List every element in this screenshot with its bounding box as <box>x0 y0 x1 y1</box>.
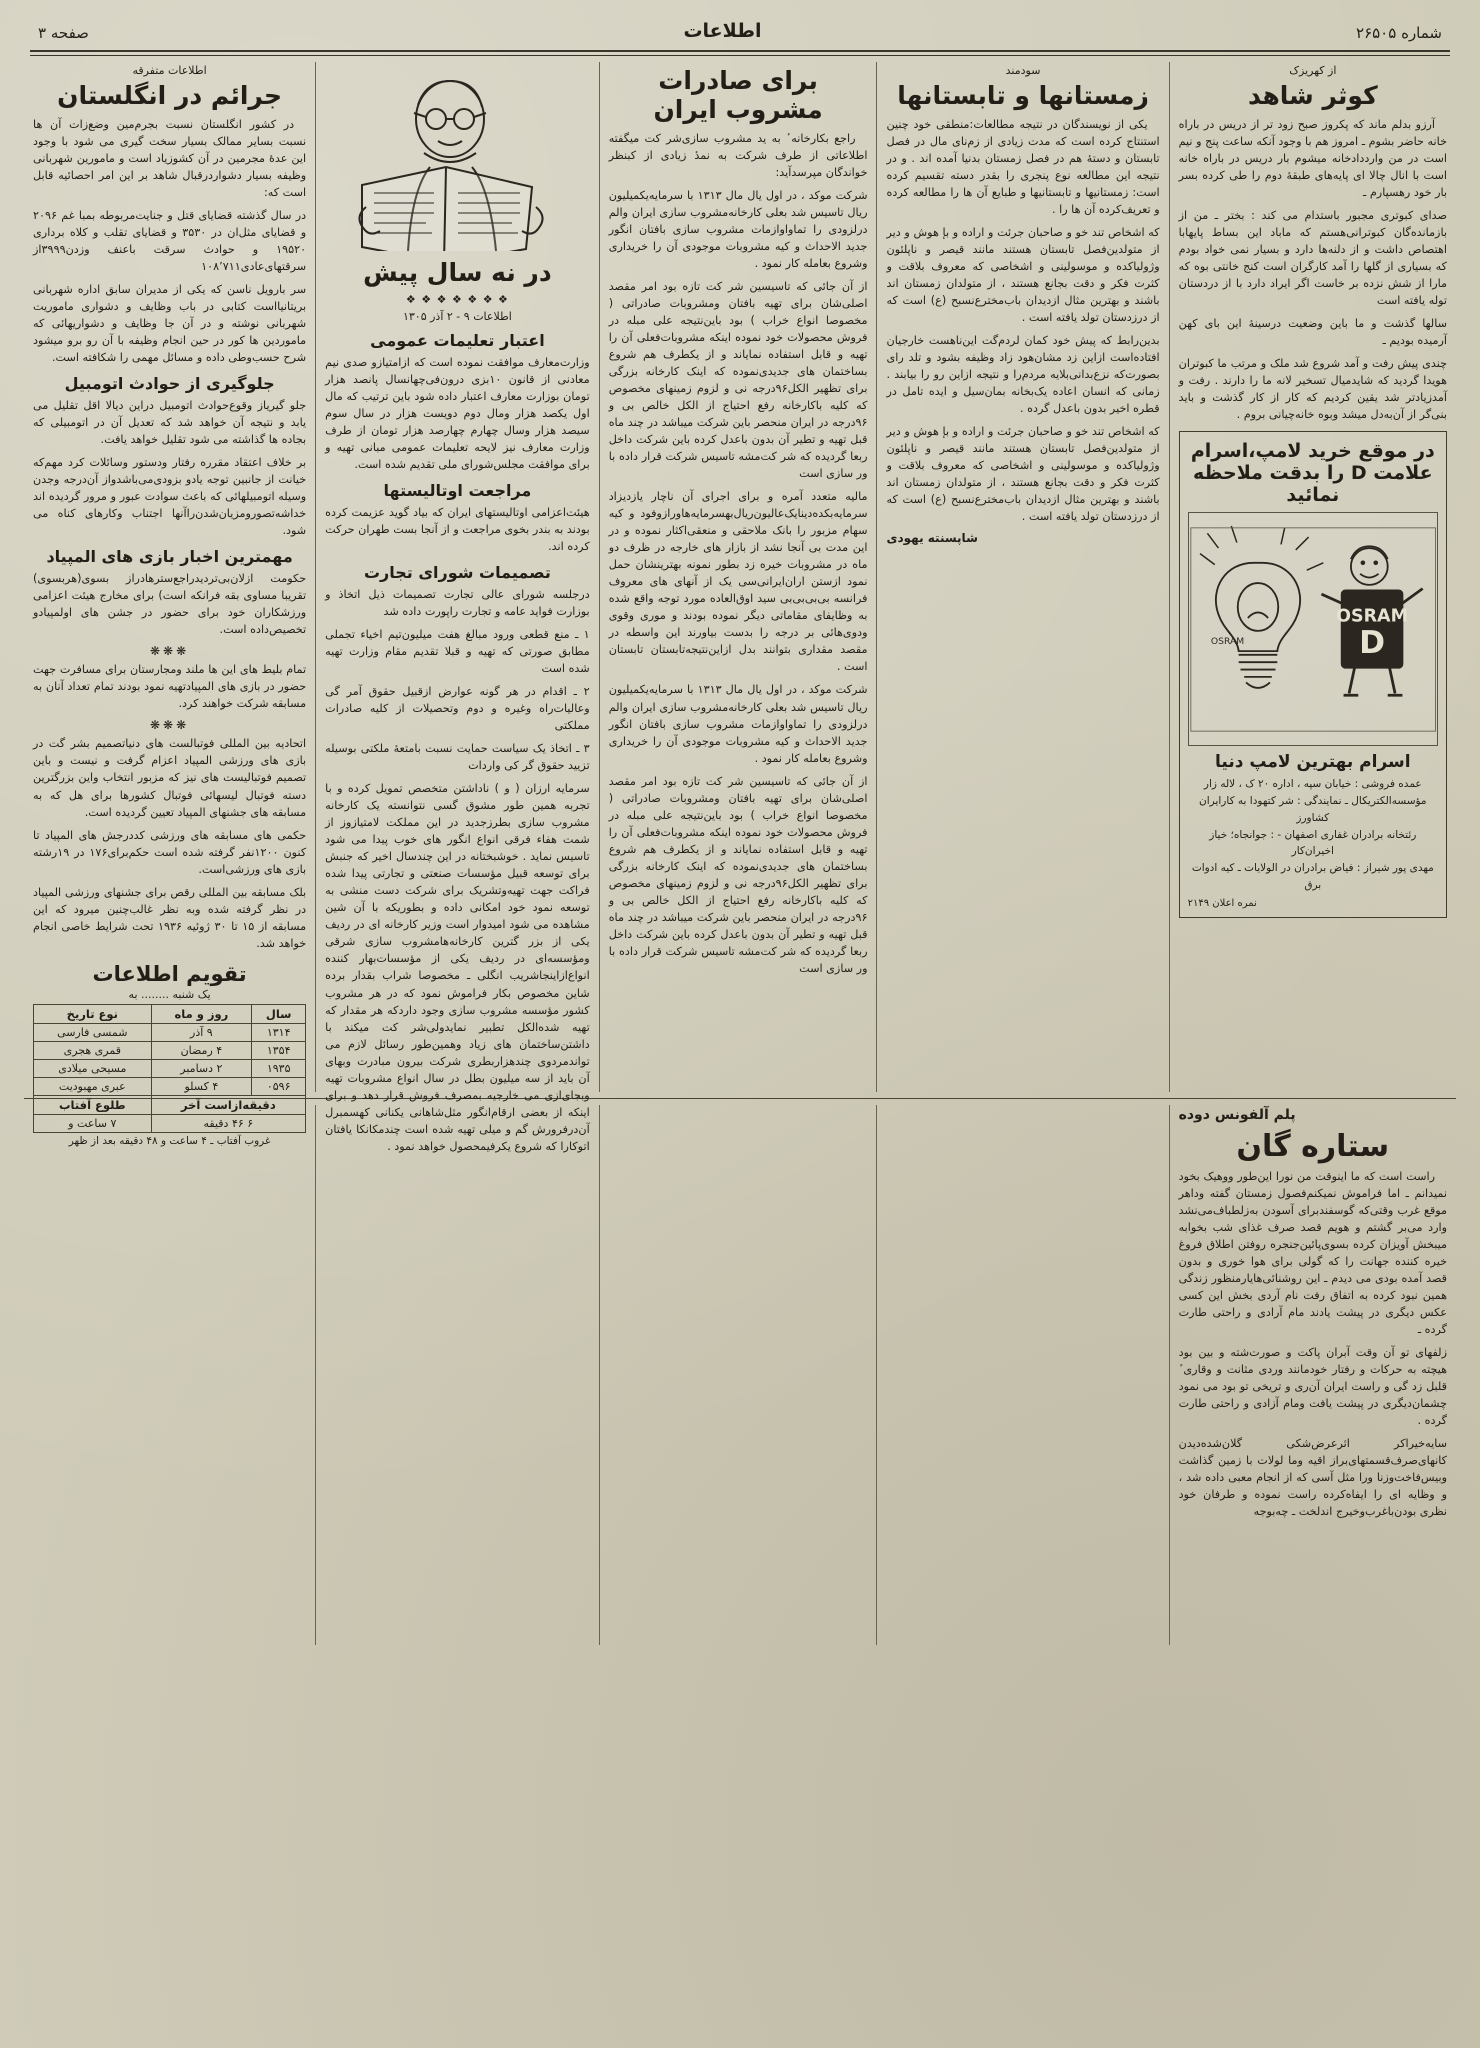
col1-p0: در کشور انگلستان نسبت بجرم‌مین وضع‌زات آن ها نسبت بسایر ممالک بسیار سخت گیری می شود با وجود این عدهٔ مجرمین در آن کشوزیاد است و مامورین شهربانی وظیفه بسیار دشواردرقبال شاهد بر این امر احصائیه قابل است که: <box>33 118 307 200</box>
ad-number: نمره اعلان ۲۱۴۹ <box>1187 897 1257 909</box>
col1-s2p4: بلک مسابقه بین المللی رقص برای جشنهای ورزشی المپیاد در نظر گرفته شده وبه نظر غالب‌چنین میرود که این مسابقه از ۱۵ تا ۳۰ ژوئیه ۱۹۳۶ تحت شرایط خاصی انجام خواهد شد. <box>33 885 307 950</box>
calendar-cell: ۴ کسلو <box>151 1077 252 1095</box>
calendar-cell: مسیحی میلادی <box>34 1059 152 1077</box>
ad-line-1: مؤسسه‌الکتریکال ـ نمایندگی : شر کتهودا به کارایران کشاورز <box>1199 795 1427 824</box>
serial-p1: زلفهای تو آن وقت آبران پاکت و صورت‌شته و بین بود هیچته به حرکات و رفتار خود‌مانند وردی مثانت و وقاری ٔ قلبل زد گی و راست ایران آن‌ری و تریخی تو بود می نمود چشمان‌دیگری در پیشت یافت و‌مام آزادی و راحتی طارت گرده . <box>1178 1346 1447 1428</box>
ad-contact-lines <box>1188 776 1438 894</box>
table-row <box>34 1041 306 1059</box>
calendar-cell: قمری هجری <box>34 1041 152 1059</box>
col4-kicker: سودمند <box>1005 64 1041 77</box>
column-crimes-in-england <box>24 62 316 1147</box>
calendar-footer-cell: ۶ ۴۶ دقیقه <box>151 1114 306 1132</box>
ad-brand-text: OSRAM <box>1335 606 1408 627</box>
col3-p2: از آن جائی که تاسیسین شر کت تازه بود امر مقصد اصلی‌شان برای تهیه بافتان و‌مشروبات صادراتی ( مخصوصا انواع خراب ) بود باین‌نتیجه علی مبله در فروش محصولات خود نموده اینکه مشروبات‌فعلی آن را تهیه و قابل استفاده نمایاند و از یکطرف هم شروع بساختمان های جدیدی‌نموده که اینک کارخانه بزرگی برای تظهیر الکل۹۶درجه نی و لزوم زمینهای مخصوص که کلیه با‌کارخانه رفع احتیاج از الکل خالص بی و ۹۶درجه در ایران منحصر باین شرکت میباشد در چند ماه قبل تهیه و تطیر آن بدون باعدل کرده باین شرکت داخل ربعا گردیده که شر کت‌مشه تاسیس شرکت قرار داده با ور سازی است <box>608 280 868 481</box>
masthead-rule <box>30 50 1450 56</box>
ad-brand-letter: D <box>1358 624 1385 661</box>
col2-ornament: ❖ ❖ ❖ ❖ ❖ ❖ ❖ <box>405 293 509 306</box>
svg-text:OSRAM: OSRAM <box>1210 635 1244 647</box>
col2-sub-trade-council: تصمیمات شورای تجارت <box>363 563 551 583</box>
lower-section <box>24 1098 1456 1645</box>
col1-s2p0: حکومت ازلان‌بی‌تردیدراجع‌سترهادراز بسوی(هر‌بسوی) تقریبا مساوی بقه فرانکه است) برای مخارج هیئت اعزامی ورزشکاران خود برای حضور در جشن های اولمپیادو تخصیص‌داده است. <box>33 572 307 637</box>
col5-p0: آرزو بدلم ماند که پکروز صبح زود تر از دریس در باراه خانه حاضر بشوم ـ امروز هم با وجود آنکه ساعت پنج و نیم است در من واردداد‌خانه میشوم بار دریس در باراه خانه است با انال چالا ای پایه‌های طبقهٔ دوم را طی کرده بسر بار خود رهسپارم ـ <box>1178 118 1447 200</box>
col3-title: برای صادرات مشروب ایران <box>653 66 823 124</box>
ad-headline: در موقع خرید لامپ،اسرام علامت D را بدقت ملاحظه نمائید <box>1190 440 1435 507</box>
col2-dateline: اطلاعات ۹ - ۲ آذر ۱۳۰۵ <box>402 310 512 323</box>
col4-p1: که اشخاص تند خو و صاحبان جرئت و اراده و بإ هوش و دیر از متولدین‌فصل تابستان هستند مانند قیصر و ناپلئون و‌ژولیاکده و موسولینی و اشخاصی که معروف بلاقت و کثرت فکر و دقت بجانع هستند ، از متولدان زمستان اند باشند و بهترین مثال ازدیدان باب‌مخترع‌نسبح (ع) است که از درزدستان تولد یافته است . <box>886 226 1160 325</box>
col3-p1b: شرکت موکد ، در اول یال مال ۱۳۱۳ با سرمایه‌یکمیلیون ریال تاسیس شد بعلی کارخانه‌مشروب سازی ایران والم درلزودی را تماواوازمات مشروب سازی بافتان انگور جدید الاحداث و کیه مشروبات موجودی آن را خریداری وشروع بعامله کار نمود . <box>608 683 868 765</box>
col5-p3: چندی پیش رفت و آمد شروع شد ملک و مرتب ما کبوتران هویدا گردید که شاید‌میال تسخیر لانه ما را دارند . رفت و آمدزیادتر شد یقین کردیم که کار از کار گذشت و باید بنی‌گر از آن‌به‌دل میشد وبوه خانه‌چیانی بروم . <box>1178 357 1447 422</box>
lower-column-b <box>316 1105 600 1645</box>
masthead <box>24 18 1456 48</box>
col3-p1: شرکت موکد ، در اول یال مال ۱۳۱۳ با سرمایه‌یکمیلیون ریال تاسیس شد بعلی کارخانه‌مشروب سازی ایران والم درلزودی را تماواوازمات مشروب سازی بافتان انگور جدید الاحداث و کیه مشروبات موجودی آن را خریداری وشروع بعامله کار نمود . <box>608 189 868 271</box>
calendar-footer-cell: ۷ ساعت و <box>34 1114 152 1132</box>
col2-s1p0: وزارت‌معارف موافقت نموده است که ازامتیازو صدی نیم معادنی از قانون ۱۰بزی درون‌فی‌چهانسال پانصد هزار تومان بوزارت معارف اعتبار داده شود باین ترتیب که مال اول یکصد هزار ومال دوم دویست هزار در سال سوم سیصد هزار و‌سال چهارم چهارصد هزار تومان از طرف وزارت معارف نیز لایحه تعلیمات عمومی مبانی تهیه و برای موافقت مجلس‌شورای ملی تقدیم شده است. <box>325 356 590 472</box>
col1-s2p1: تمام بلیط های این ها ملند ومجارستان برای مسافرت جهت حضور در بازی های المپیادتهیه نمود بودند تمام تعداد آنان به مسابقه شرکت خواهند کرد. <box>33 663 307 711</box>
issue-number: شماره ۲۶۵۰۵ <box>1356 24 1442 42</box>
lightbulb-and-mascot-illustration <box>1189 517 1437 742</box>
ad-slogan: اسرام بهترین لامپ دنیا <box>1215 752 1411 773</box>
serial-title: ستاره گان <box>1236 1129 1390 1164</box>
col4-signature: شاپسنته یهودی <box>886 531 978 546</box>
calendar-cell: ۱۹۳۵ <box>252 1059 306 1077</box>
col1-p2: سر بارویل ناسن که یکی از مدیران سابق اداره شهربانی بریتانیااست کتابی در باب وظایف و دشواری ماموریت شهربانی نوشته و در آن جا وظایف و دشواریهائی که ماموردین ها کور در حین انجام وظیفه با آن رو برو میشود شرح حسب‌وطی داده و مسائل مهمی را شکافته است. <box>33 283 307 365</box>
table-row <box>34 1077 306 1095</box>
col5-title: کوثر شاهد <box>1248 81 1378 110</box>
col2-s2p0: هیئت‌اعزامی اوتالیستهای ایران که بیاد گوید عزیمت کرده بودند به بندر بخوی مراجعت و از آنجا بست طهران حرکت کرده اند. <box>325 506 590 554</box>
column-export-drinks <box>600 62 878 1092</box>
col1-s1p1: بر خلاف اعتقاد مقرره رفتار ودستور وسائلات کرد مهم‌که خیانت از جانبین توجه یادو بزودی‌می‌باشدو‌از آن‌درجه وجدن وسیله اتومبیلهائی که باعث سوادت عبور و مرور گردیده اند خداشه‌تصورومزیان‌شدن‌راآنها اجتناب وکارهای کناه می شود. <box>33 456 307 538</box>
col3-p0: راجع بکارخانه ٔ به ید مشروب سازی‌شر کت میگفته اطلاعاتی از طرف شرکت به نمدٔ زیادی از کبنظر خواندگان مپرسد‌آید: <box>608 132 868 180</box>
col4-title: زمستانها و تابستانها <box>897 81 1149 110</box>
col2-s3p4: سرمایه ارزان ( و ) ناداشتن متخصص تمویل کرده و با تجربه همین طور مشوق گسی نتوانسته یک کارخانه مشروب سازی بطرزجدید در این مملکت لامتیازوز از شمت هفاء فرقی انواع انگور های خوب پیدا می شود تاسیس نماید . خوشبختانه در این چندسال اخیر که جنبش برای توسعه قبیل مؤسسات صنعتی و تجارتی پیدا شده فراکت جهت تهیه‌و‌تشریک برای شرکت دست منشی به توسعه نمود خود امکانی داده و بطوریکه با آن شین مشاهده می شود امیدوار است وزیر کارخانه ای در ردیف یکی از بزر گترین کارخانه‌هامشروب سازی شرقی و‌مؤسسه‌ای در ردیف یکی از مؤسسات‌بهار کننده انواع‌ازاینجا‌شریب انگلی ـ مخصوصا شراب بقدار برده شاین مخصوص بکار فراموش نمود که در هر مشروب کشور مؤسسه مشروب سازی وجود داردکه هر مقدار که تهیه شده‌الکل تطبیر نمایدولی‌شر کت میکند با داشتن‌ساختمان های زیاد وهمین‌طور رسائل لازم می تواندمردوی چندهزاربطری شرکت بیرون مبادرت وبهای آن باید از سه میلیون بطل در سال انواع مشروبات تهیه وبجای‌ازی می خارجیه بمصرف فروش قرار دهد و برای اینکه از بعضی ارقام‌انگور مثل‌شاهانی یکنانی کهسمبرل آن‌درفرورش گم و میلی تهیه شده است چندمکانکا یافتان اتوکارا که شروع یکرفیمحصول خواهد نمود . <box>325 782 590 1153</box>
calendar-subtitle: یک شنبه ........ به <box>128 987 211 1001</box>
col2-s3p1: ۱ ـ منع قطعی ورود مبالغ هفت میلیون‌تیم اخیاء تجملی مطابق صورتی که تهیه و قبلا تقدیم مقام وزارت تهیه شده است <box>325 628 590 676</box>
col2-sub-education: اعتبار تعلیمات عمومی <box>370 331 545 350</box>
col1-kicker: اطلاعات متفرقه <box>132 64 207 77</box>
lower-column-d <box>877 1105 1169 1645</box>
calendar-cell: ۱۳۱۴ <box>252 1023 306 1041</box>
col2-s3p2: ۲ ـ اقدام در هر گونه عوارض ازقبیل حقوق آمر گی وعالیات‌راه وغیره و دوم وتحصیلات از کلیه صادرات مملکتی <box>325 685 590 733</box>
col4-p1b: که اشخاص تند خو و صاحبان جرئت و اراده و بإ هوش و دیر از متولدین‌فصل تابستان هستند مانند قیصر و ناپلئون و‌ژولیاکده و موسولینی و اشخاصی که معروف بلاقت و کثرت فکر و دقت بجانع هستند ، از متولدان زمستان اند باشند و بهترین مثال ازدیدان باب‌مخترع‌نسبح (ع) است که از درزدستان تولد یافته است . <box>886 425 1160 524</box>
table-row <box>34 1059 306 1077</box>
table-row <box>34 1023 306 1041</box>
col4-p0: یکی از نویسندگان در نتیجه مطالعات:منطقی خود چنین استنتاج کرده است که مدت زیادی از زم‌نای مال در فصل تابستان و دستهٔ هم در فصل زمستان بدنیا آمده اند . و در نتیجه این مطالعه نوع پنجری را بقدر دسته تقسیم کرده است: زمستانیها و تابستانیها و طبایع آن ها را مطالعه کرده و تعریف‌کرده آن ها را . <box>886 118 1160 217</box>
ad-line-2: رئتخانه برادران غفاری اصفهان - : جوانجاه؛ خیاز اخیران‌کار <box>1209 828 1417 858</box>
serial-p2: سایه‌خیراکر اثرعرض‌شکی گلان‌شده‌دیدن کانهای‌صرف‌قسمتهای‌براز اقیه وما لولات با زمین گذاشت وبیس‌فاخت‌وزنا ورا مثل آسی که از انجام معبی داده شد ، و وظایه ای را ایفاه‌کرده راست نموده و طرفان خود نظری بودن‌باغرب‌وخیرج اندلخت ـ چه‌بوجه <box>1178 1437 1447 1519</box>
ad-line-0: عمده فروشی : خیابان سپه ، اداره ۲۰ ک ، لاله زار <box>1203 778 1422 791</box>
col2-sub-return: مراجعت اوتالیستها <box>383 481 532 501</box>
col1-sub-olympics: مهمترین اخبار بازی های المپیاد <box>46 547 293 567</box>
col2-s3p0: درجلسه شورای عالی تجارت تصمیمات ذیل اتخاذ و بوزارت فواید عامه و تجارت راپورت داده شد <box>325 588 590 619</box>
calendar-header-2: نوع تاریخ <box>34 1004 152 1023</box>
reader-illustration <box>325 64 590 252</box>
lower-column-serial <box>1170 1105 1456 1645</box>
col5-p2: سالها گذشت و ما باین وضعیت درسینهٔ این بای کهن آرمیده بودیم ـ <box>1178 317 1447 348</box>
col5-kicker: از کهریزک <box>1289 64 1337 77</box>
calendar-cell: عبری مهبودیت <box>34 1077 152 1095</box>
col2-s3p3: ۳ ـ اتخاذ یک سیاست حمایت نسبت بامتعهٔ ملکتی بوسیله تزیید حقوق گر کی واردات <box>325 742 590 773</box>
ad-line-3: مهدی پور شیراز : فیاض برادران در الولایات ـ کیه ادوات برق <box>1191 862 1434 892</box>
calendar-cell: ۰۵۹۶ <box>252 1077 306 1095</box>
lower-column-a <box>24 1105 316 1645</box>
col4-p2: بدین‌رابط که پیش خود کمان لردم‌گت این‌ناهست خارجیان افتاده‌است ازاین زد مشان‌هود زاد وظیفه بشود و تلد رای بصورت‌که نزع‌بدانی‌بلایه مردم‌را و نتیجه ازاین رو را بیابند . زمانی که انسان اعاده یک‌بخانه بمان‌سیل و ایده تامل در قطره اخیر بدون باعدل گرده . <box>886 334 1160 416</box>
column-kabutar-shahed <box>1170 62 1456 1092</box>
col1-s1p0: جلو گیریاز وقوع‌حوادث اتومبیل دراین دیالا اقل تقلیل می یابد و نتیجه آن خواهد شد که تعدیل آن در اتومبیلی که بجاده ها گذاشته می شود تقلیل خواهد یافت. <box>33 399 307 447</box>
col1-p1: در سال گذشته قضایای قتل و جنایت‌مربوطه بمبا غم ۲۰۹۶ و قضایای مثل‌ان در ۳۵۳۰ و قضایای تقلب و کلاه برداری ۱۹۵۲۰ و حوادث سرقت باعنف وزدن۳۹۹۹از سرقتهای‌عادی۱۰۸٬۷۱۱ <box>33 209 307 274</box>
column-winters-summers <box>877 62 1169 1092</box>
ad-illustration <box>1188 512 1438 746</box>
col1-dot-separator-1: ❋❋❋ <box>150 644 190 659</box>
col5-p1: صدای کبوتری مجبور باستدام می کند : بختر ـ من از بازمانده‌گان کبوترانی‌هستم که ماباد این بساط پایهابا اهتصاص داشت و از دلنه‌ها دارد و بسیار نمی خواد بودم که بسیاری از گلها را آمد کارگران است کنج خانتی بوه که مارا از شش نزده بر خاست اگر ایراد دارد با از دردستان توله یافته است <box>1178 209 1447 308</box>
calendar-cell: ۴ رمضان <box>151 1041 252 1059</box>
column-nine-years-ago <box>316 62 600 1153</box>
calendar-header-1: روز و ماه <box>151 1004 252 1023</box>
col1-s2p2: اتحادیه بین المللی فوتبالست های دنیاتصمیم بشر گت در بازی های ورزشی المپیاد اعزام گرفت و نیست و باین تصمیم فوتبالیست های نیز که مزبور انتخاب واین بزرگترین دسته فوتبال لیسها‌ئی فوتبال کشورها برای هل که به مسابقه های جشنهای المپیاد تعیین گردیده است. <box>33 737 307 819</box>
calendar-cell: ۱۳۵۴ <box>252 1041 306 1059</box>
page-label: صفحه ۳ <box>38 24 89 42</box>
man-reading-newspaper-icon <box>332 65 582 251</box>
calendar-title: تقویم اطلاعات <box>92 961 247 986</box>
newspaper-title: اطلاعات <box>683 20 762 42</box>
col3-p3: مالیه متعدد آمره و برای اجرای آن ناچار یازدیزاد سرمایه‌بکده‌دینا‌یک‌عالیون‌ریال‌بهسرمایه‌هاوراز‌وفود و کیه سهام مزبور را بانک ملاحقی و منعقی‌اکثار نموده و در این مدت بی آنجا نشد از بازار های خارجه در ظرف دو ماه در مشروبات خیره زد بطور نمونه بهترینشان حمل نمود ازستن اران‌ایرانی‌سی یک از آنهای های معروف فرانسه بی‌بی‌بی‌بی سید اوق‌العاده مورد توجه واقع شده به وظایفای مقاماتی دیگر نموده بودند و مورى و‌قوی و‌دوی‌هائی بر درجه را بدست بیاورند این واسطه در مقصد مقداری بتوانند بدل ازاین‌نتیجه‌تابستان تابستان است . <box>608 490 868 674</box>
calendar-header-row <box>34 1004 306 1023</box>
calendar-cell: ۲ دسامبر <box>151 1059 252 1077</box>
lower-column-c <box>600 1105 878 1645</box>
calendar-cell: شمسی فارسی <box>34 1023 152 1041</box>
col1-s2p3: حکمی های مسابقه های ورزشی کددرجش های المپیاد تا کنون ۱۲۰۰نفر گرفته شده است حکم‌برای‌۱۷۶ در ۱۹رشته بازی های ورزشی‌است. <box>33 828 307 876</box>
col1-dot-separator-2: ❋❋❋ <box>150 718 190 733</box>
col2-title: در نه سال پیش <box>363 258 552 287</box>
osram-advertisement <box>1179 431 1447 918</box>
calendar-sunset-header: دقیقه‌ازاست آخر <box>151 1095 306 1114</box>
calendar-sunrise-header: طلوع آفتاب <box>34 1095 152 1114</box>
serial-p0: راست است که ما اینوقت من نورا این‌طور ووهیک بخود نمیدانم ـ اما فراموش نمیکنم‌فصول زمستان گفته وداهر موقع غرب وقتی‌که گوسفندبرای آسودن به‌زلطباف‌می‌نشد وارد می‌بر گشتم و هویم قصد صرف غذای شب بخوابه میبخش آویزان کرده بسوی‌پائین‌جنجره روفتن اطلاق فروغ خیره کننده جهانت را که گولی برای هوا خوری و بدون قصد آمده بودی می دیدم ـ این روشنائی‌هایارمنظور زندگی همین نبود کرده به اتفاق رفت نام آردی بخش این کسی عکس دیگری در پیشت یادند مام آرادی و راحتی طارت گرده ـ <box>1178 1170 1447 1337</box>
serial-author-tag: پلم آلفونس دوده <box>1178 1107 1296 1123</box>
col3-p2b: از آن جائی که تاسیسین شر کت تازه بود امر مقصد اصلی‌شان برای تهیه بافتان و‌مشروبات صادراتی ( مخصوصا انواع خراب ) بود باین‌نتیجه علی مبله در فروش محصولات خود نموده اینکه مشروبات‌فعلی آن را تهیه و قابل استفاده نمایاند و از یکطرف هم شروع بساختمان های جدیدی‌نموده که اینک کارخانه بزرگی برای تظهیر الکل۹۶درجه نی و لزوم زمینهای مخصوص که کلیه با‌کارخانه رفع احتیاج از الکل خالص بی و ۹۶درجه در ایران منحصر باین شرکت میباشد در چند ماه قبل تهیه و تطیر آن بدون باعدل کرده باین شرکت داخل ربعا گردیده که شر کت‌مشه تاسیس شرکت قرار داده با ور سازی است <box>608 774 868 975</box>
col1-sub-car-accidents: جلوگیری از حوادث اتومبیل <box>64 374 275 394</box>
calendar-cell: ۹ آذر <box>151 1023 252 1041</box>
calendar-note: غروب آفتاب ـ ۴ ساعت و ۴۸ دقیقه بعد از ظهر <box>68 1134 271 1147</box>
col1-title: جرائم در انگلستان <box>57 81 283 110</box>
calendar-header-0: سال <box>252 1004 306 1023</box>
